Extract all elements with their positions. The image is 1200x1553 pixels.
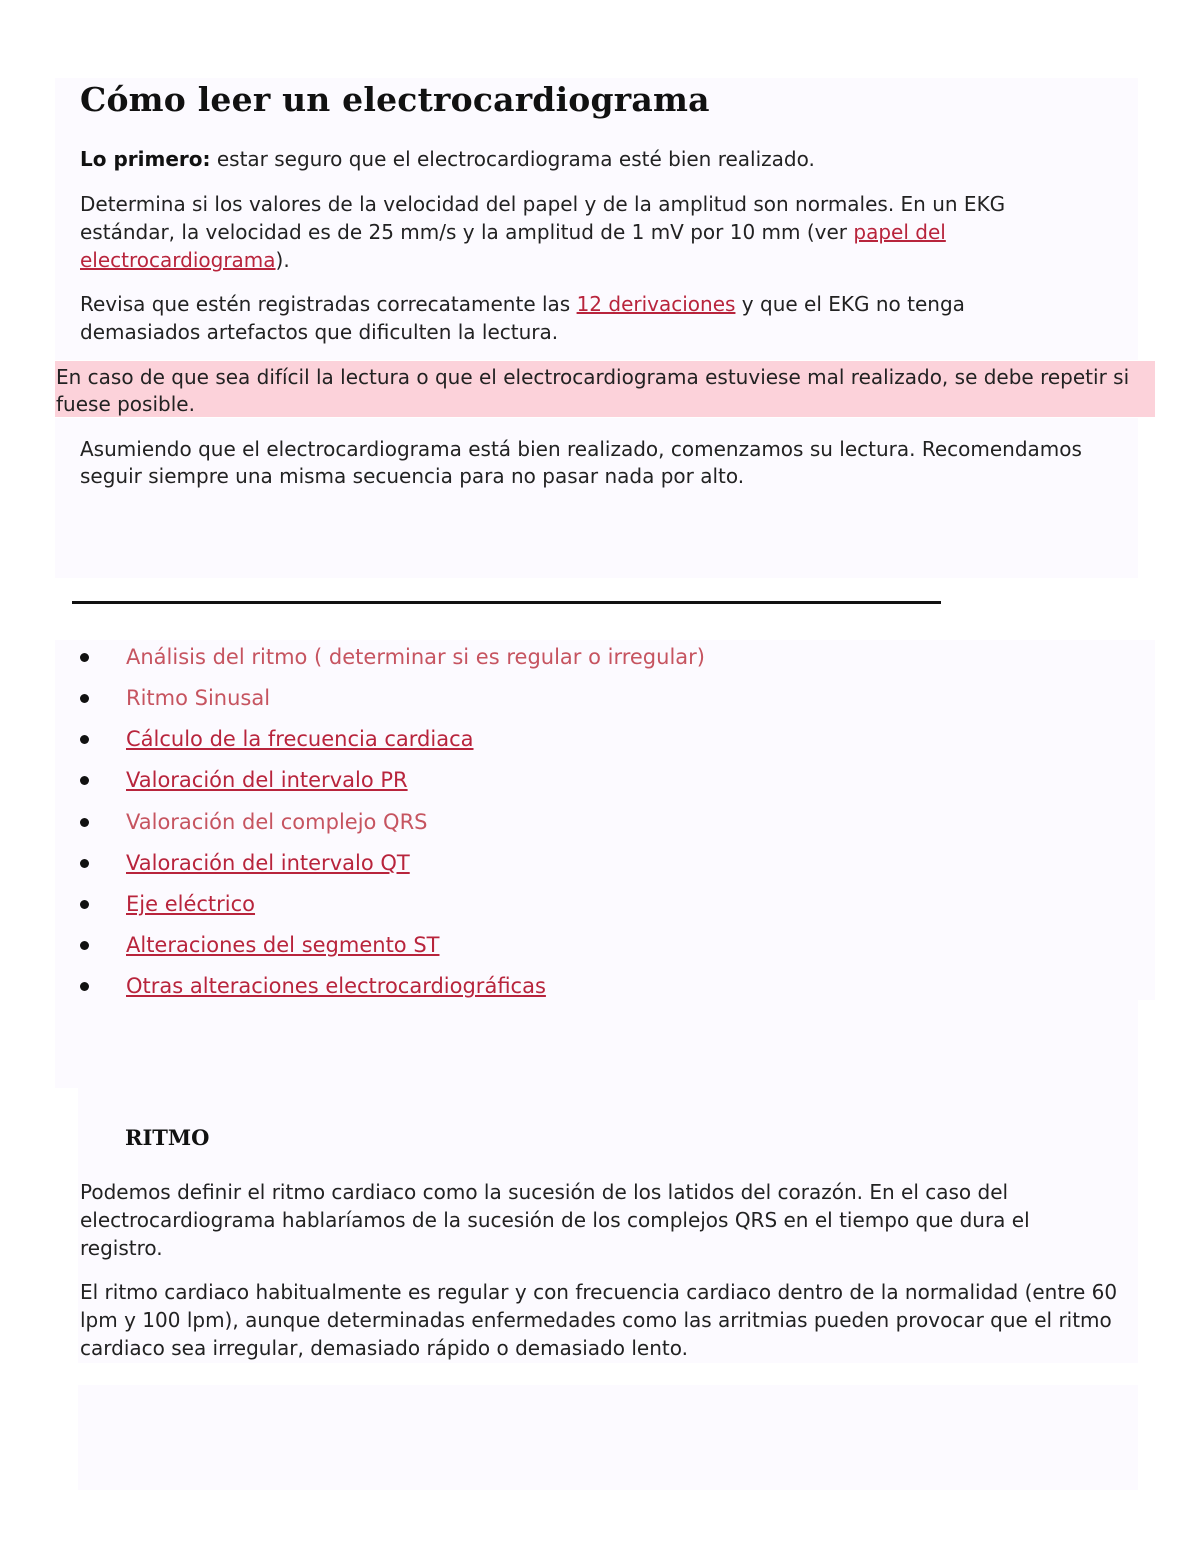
toc-link-other-alterations[interactable]: Otras alteraciones electrocardiográficas (126, 974, 546, 998)
list-item (0, 971, 700, 1001)
intro-paragraph (80, 145, 1140, 173)
toc-link-heart-rate[interactable]: Cálculo de la frecuencia cardiaca (126, 727, 474, 751)
bullet-icon (80, 694, 89, 703)
bullet-icon (80, 900, 89, 909)
leads-paragraph (80, 290, 1040, 346)
bullet-icon (80, 982, 89, 991)
toc-link-pr-interval[interactable]: Valoración del intervalo PR (126, 768, 408, 792)
page-title: Cómo leer un electrocardiograma (80, 80, 710, 119)
list-item (0, 724, 700, 754)
divider (72, 601, 941, 604)
ritmo-paragraph-2: El ritmo cardiaco habitualmente es regular y con frecuencia cardiaco dentro de la normalidad (entre 60 lpm y 100 lpm), aunque determinadas enfermedades como las arritmias pueden provocar que el ritmo cardiaco sea irregular, demasiado rápido o demasiado lento. (80, 1280, 1118, 1360)
toc-link-qt-interval[interactable]: Valoración del intervalo QT (126, 851, 410, 875)
ritmo-paragraph-1: Podemos definir el ritmo cardiaco como la sucesión de los latidos del corazón. En el caso del electrocardiograma hablaríamos de la sucesión de los complejos QRS en el tiempo que dura el registro. (80, 1180, 1030, 1260)
bullet-icon (80, 859, 89, 868)
bullet-icon (80, 776, 89, 785)
list-item (0, 848, 700, 878)
list-item (0, 683, 700, 713)
toc-link-sinus-rhythm[interactable]: Ritmo Sinusal (126, 686, 271, 710)
list-item (0, 765, 700, 795)
intro-lead: Lo primero: (80, 147, 211, 171)
toc-link-electric-axis[interactable]: Eje eléctrico (126, 892, 256, 916)
list-item (0, 889, 700, 919)
toc-link-ritmo-analysis[interactable]: Análisis del ritmo ( determinar si es regular o irregular) (126, 645, 705, 669)
bullet-icon (80, 735, 89, 744)
toc-link-st-segment[interactable]: Alteraciones del segmento ST (126, 933, 440, 957)
leads-link[interactable]: 12 derivaciones (576, 292, 736, 316)
list-item (0, 930, 700, 960)
bullet-icon (80, 818, 89, 827)
leads-text: Revisa que estén registradas correcatamente las (80, 292, 577, 316)
assume-paragraph: Asumiendo que el electrocardiograma está bien realizado, comenzamos su lectura. Recomendamos seguir siempre una misma secuencia para no pasar nada por alto. (80, 437, 1082, 488)
content-panel (78, 1385, 1138, 1490)
bullet-icon (80, 653, 89, 662)
alert-text: En caso de que sea difícil la lectura o que el electrocardiograma estuviese mal realizado, se debe repetir si fuese posible. (56, 365, 1130, 416)
content-panel (55, 1000, 1138, 1088)
list-item (0, 642, 705, 672)
toc-link-qrs-complex[interactable]: Valoración del complejo QRS (126, 810, 428, 834)
leads-text-end: y que el EKG no tenga demasiados artefactos que dificulten la lectura. (80, 292, 965, 344)
speed-text: Determina si los valores de la velocidad del papel y de la amplitud son normales. En un EKG estándar, la velocidad es de 25 mm/s y la amplitud de 1 mV por 10 mm (ver (80, 192, 1006, 244)
intro-text: estar seguro que el electrocardiograma esté bien realizado. (210, 147, 815, 171)
section-heading: RITMO (125, 1125, 210, 1150)
list-item (0, 807, 700, 837)
paper-link[interactable]: papel del electrocardiograma (80, 220, 946, 272)
speed-text-end: ). (275, 248, 290, 272)
speed-paragraph (80, 190, 1080, 274)
bullet-icon (80, 941, 89, 950)
